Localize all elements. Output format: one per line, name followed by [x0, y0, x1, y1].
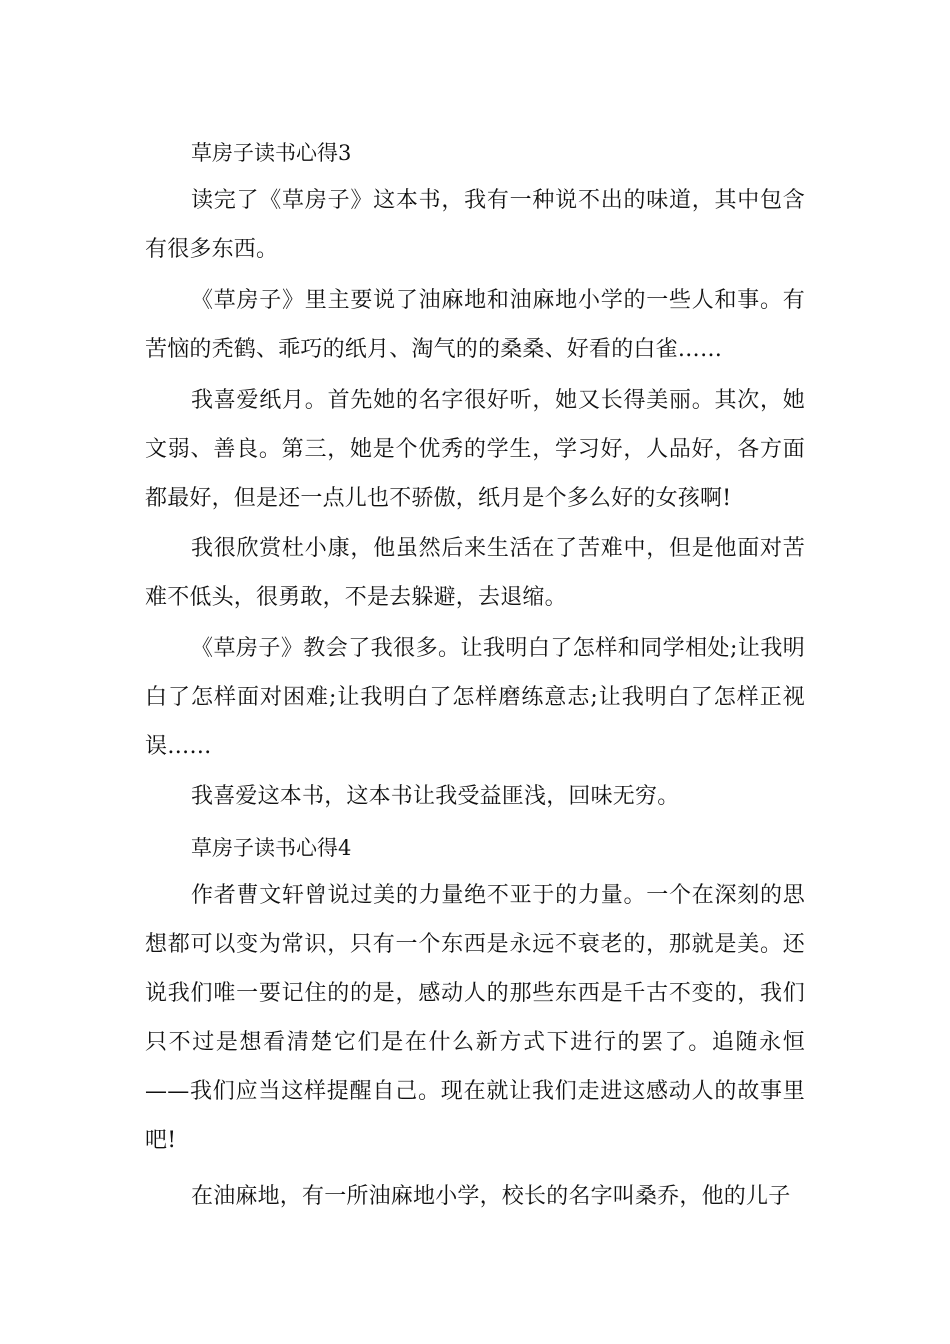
paragraph: 在油麻地，有一所油麻地小学，校长的名字叫桑乔，他的儿子	[191, 1184, 791, 1209]
paragraph: 《草房子》教会了我很多。让我明白了怎样和同学相处;让我明白了怎样面对困难;让我明白了怎样磨练意志;让我明白了怎样正视误……	[145, 636, 805, 759]
paragraph: 我喜爱纸月。首先她的名字很好听，她又长得美丽。其次，她文弱、善良。第三，她是个优秀的学生，学习好，人品好，各方面都最好，但是还一点儿也不骄傲，纸月是个多么好的女孩啊!	[145, 388, 805, 511]
paragraph: 作者曹文轩曾说过美的力量绝不亚于的力量。一个在深刻的思想都可以变为常识，只有一个东西是永远不衰老的，那就是美。还说我们唯一要记住的的是，感动人的那些东西是千古不变的，我们只不过是想看清楚它们是在什么新方式下进行的罢了。追随永恒——我们应当这样提醒自己。现在就让我们走进这感动人的故事里吧!	[145, 883, 805, 1153]
section-4-heading: 草房子读书心得4	[191, 836, 352, 860]
paragraph: 我喜爱这本书，这本书让我受益匪浅，回味无穷。	[191, 784, 680, 809]
paragraph: 读完了《草房子》这本书，我有一种说不出的味道，其中包含有很多东西。	[145, 188, 805, 262]
section-3-heading: 草房子读书心得3	[191, 141, 352, 165]
paragraph: 我很欣赏杜小康，他虽然后来生活在了苦难中，但是他面对苦难不低头，很勇敢，不是去躲避，去退缩。	[145, 536, 805, 610]
paragraph: 《草房子》里主要说了油麻地和油麻地小学的一些人和事。有苦恼的秃鹤、乖巧的纸月、淘气的的桑桑、好看的白雀……	[145, 288, 805, 362]
